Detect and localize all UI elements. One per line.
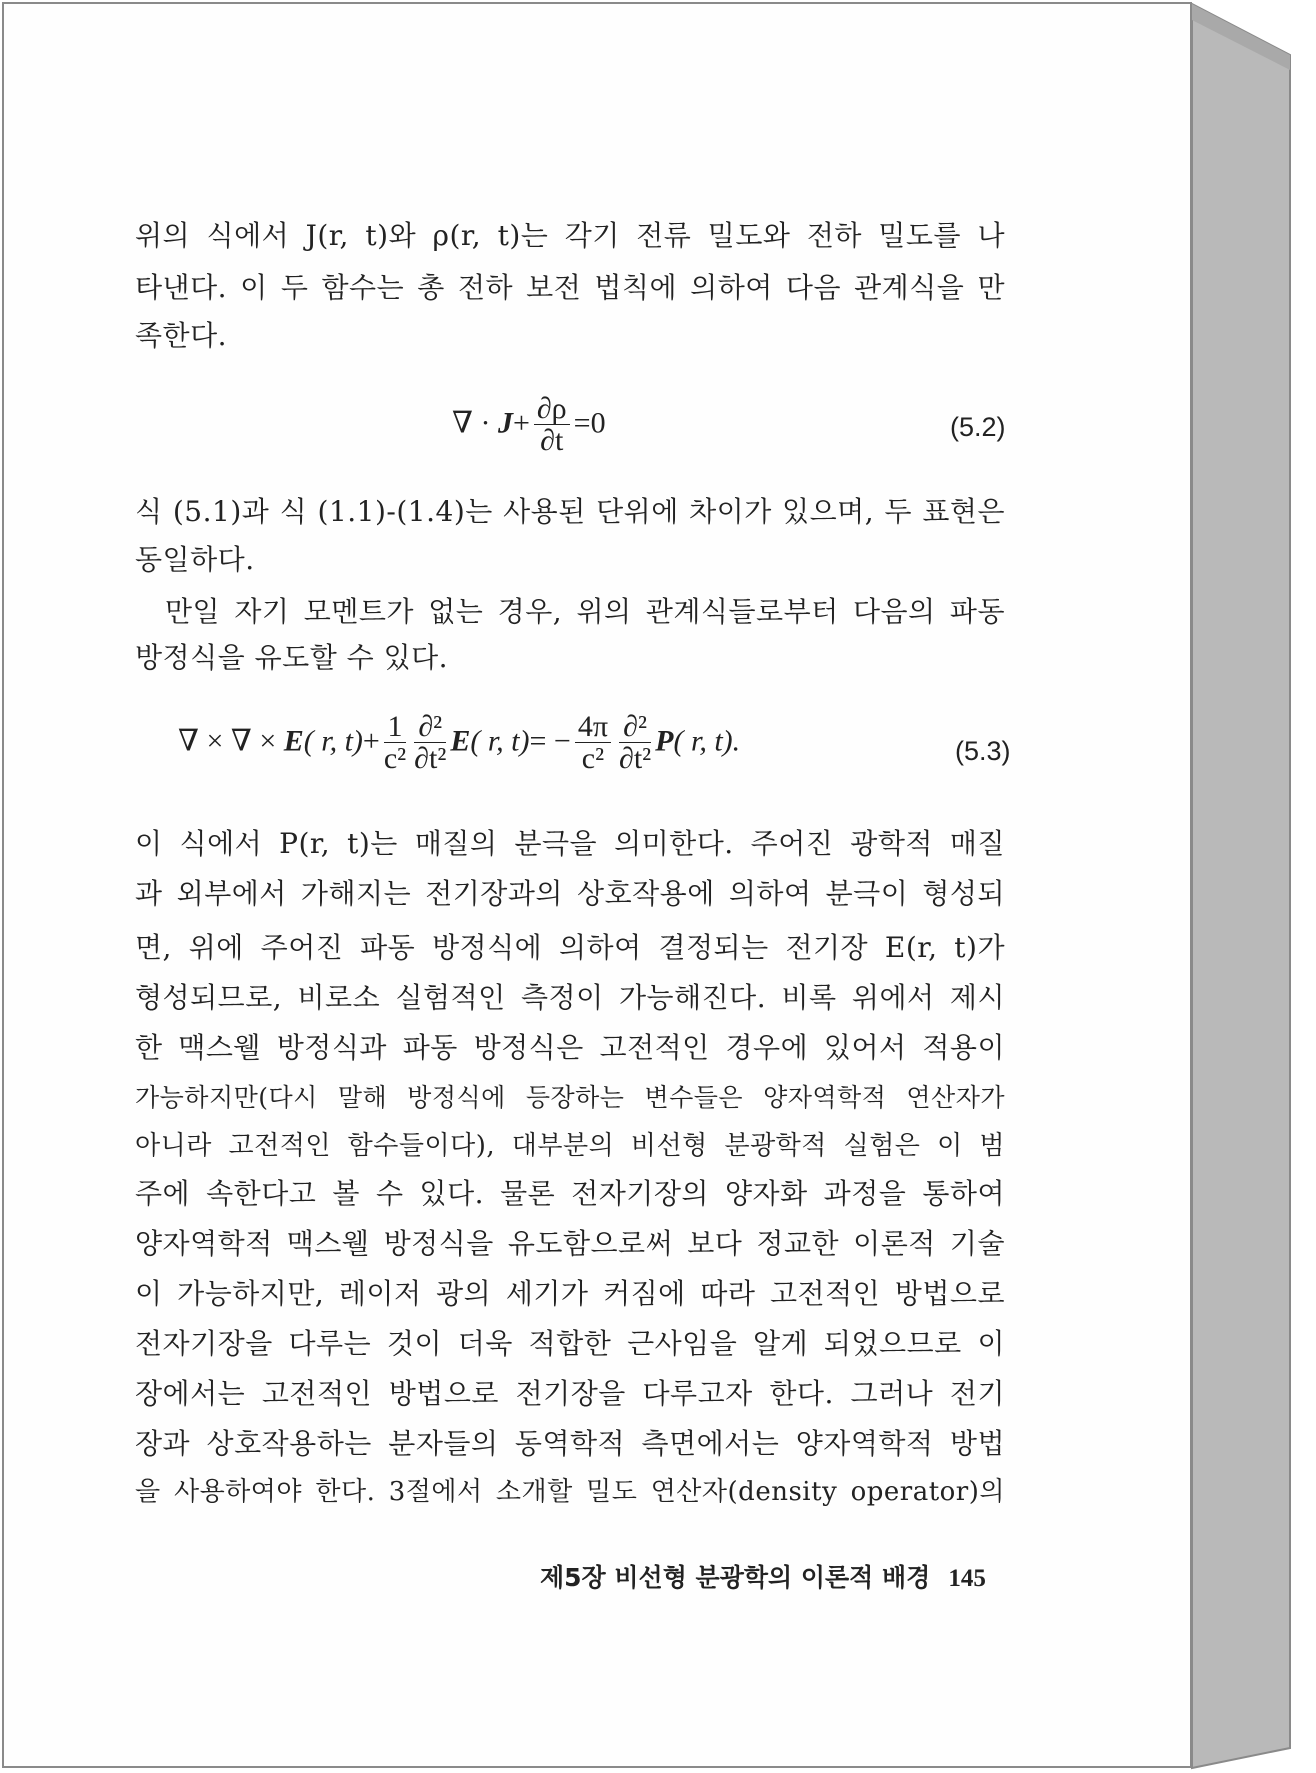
fraction	[619, 712, 651, 775]
equation-5-2	[452, 394, 606, 457]
text-line: 족한다.	[135, 319, 228, 352]
eq-symbol: J	[497, 406, 513, 440]
fraction	[575, 712, 611, 775]
text-line: 아니라 고전적인 함수들이다), 대부분의 비선형 분광학적 실험은 이 범	[135, 1131, 1005, 1161]
eq-operator: ∇ ·	[452, 406, 498, 440]
text-line: 식 (5.1)과 식 (1.1)-(1.4)는 사용된 단위에 차이가 있으며, 두 표현은	[135, 495, 1005, 528]
eq-operator: +	[512, 406, 530, 440]
fraction-denominator: ∂t²	[414, 742, 447, 775]
text-line: 을 사용하여야 한다. 3절에서 소개할 밀도 연산자(density operator)의	[135, 1477, 1005, 1507]
text-line: 장과 상호작용하는 분자들의 동역학적 측면에서는 양자역학적 방법	[135, 1427, 1005, 1460]
text-line: 면, 위에 주어진 파동 방정식에 의하여 결정되는 전기장 E(r, t)가	[135, 931, 1005, 964]
text-line: 동일하다.	[135, 543, 255, 576]
equation-5-3	[178, 712, 740, 775]
text-line: 과 외부에서 가해지는 전기장과의 상호작용에 의하여 분극이 형성되	[135, 877, 1005, 910]
eq-symbol: E	[450, 724, 471, 758]
equation-number: (5.3)	[955, 736, 1011, 766]
text-line: 한 맥스웰 방정식과 파동 방정식은 고전적인 경우에 있어서 적용이	[135, 1031, 1005, 1064]
eq-args: ( r, t)	[470, 724, 530, 758]
fraction-numerator: 4π	[575, 712, 611, 743]
eq-operator: = −	[529, 724, 571, 758]
text-line: 만일 자기 모멘트가 없는 경우, 위의 관계식들로부터 다음의 파동	[165, 595, 1005, 628]
eq-rhs: =0	[573, 406, 606, 440]
fraction-denominator: c²	[581, 742, 605, 775]
page-number: 145	[948, 1565, 986, 1592]
fraction	[534, 394, 570, 457]
text-line: 전자기장을 다루는 것이 더욱 적합한 근사임을 알게 되었으므로 이	[135, 1327, 1005, 1360]
equation-number: (5.2)	[950, 412, 1006, 442]
text-line: 이 가능하지만, 레이저 광의 세기가 커짐에 따라 고전적인 방법으로	[135, 1277, 1005, 1310]
fraction	[384, 712, 406, 775]
eq-operator: +	[362, 724, 380, 758]
text-line: 가능하지만(다시 말해 방정식에 등장하는 변수들은 양자역학적 연산자가	[135, 1083, 1005, 1112]
eq-operator: ∇ × ∇ ×	[178, 724, 284, 758]
text-line: 이 식에서 P(r, t)는 매질의 분극을 의미한다. 주어진 광학적 매질	[135, 827, 1005, 860]
eq-symbol: E	[283, 724, 304, 758]
page-footer	[540, 1558, 986, 1594]
eq-args: ( r, t).	[673, 724, 741, 758]
fraction	[414, 712, 446, 775]
fraction-numerator: ∂²	[414, 712, 446, 743]
text-line: 위의 식에서 J(r, t)와 ρ(r, t)는 각기 전류 밀도와 전하 밀도를 나	[135, 219, 1005, 252]
text-line: 양자역학적 맥스웰 방정식을 유도함으로써 보다 정교한 이론적 기술	[135, 1227, 1005, 1260]
fraction-denominator: ∂t	[540, 424, 564, 457]
text-line: 형성되므로, 비로소 실험적인 측정이 가능해진다. 비록 위에서 제시	[135, 981, 1005, 1014]
fraction-numerator: ∂²	[619, 712, 651, 743]
text-line: 타낸다. 이 두 함수는 총 전하 보전 법칙에 의하여 다음 관계식을 만	[135, 271, 1005, 304]
fraction-numerator: ∂ρ	[534, 394, 570, 425]
chapter-title: 제5장 비선형 분광학의 이론적 배경	[540, 1563, 931, 1592]
fraction-numerator: 1	[384, 712, 406, 743]
text-line: 장에서는 고전적인 방법으로 전기장을 다루고자 한다. 그러나 전기	[135, 1377, 1005, 1410]
text-line: 주에 속한다고 볼 수 있다. 물론 전자기장의 양자화 과정을 통하여	[135, 1177, 1005, 1210]
fraction-denominator: ∂t²	[619, 742, 652, 775]
fraction-denominator: c²	[383, 742, 407, 775]
eq-args: ( r, t)	[303, 724, 363, 758]
eq-symbol: P	[655, 724, 674, 758]
text-line: 방정식을 유도할 수 있다.	[135, 641, 449, 674]
